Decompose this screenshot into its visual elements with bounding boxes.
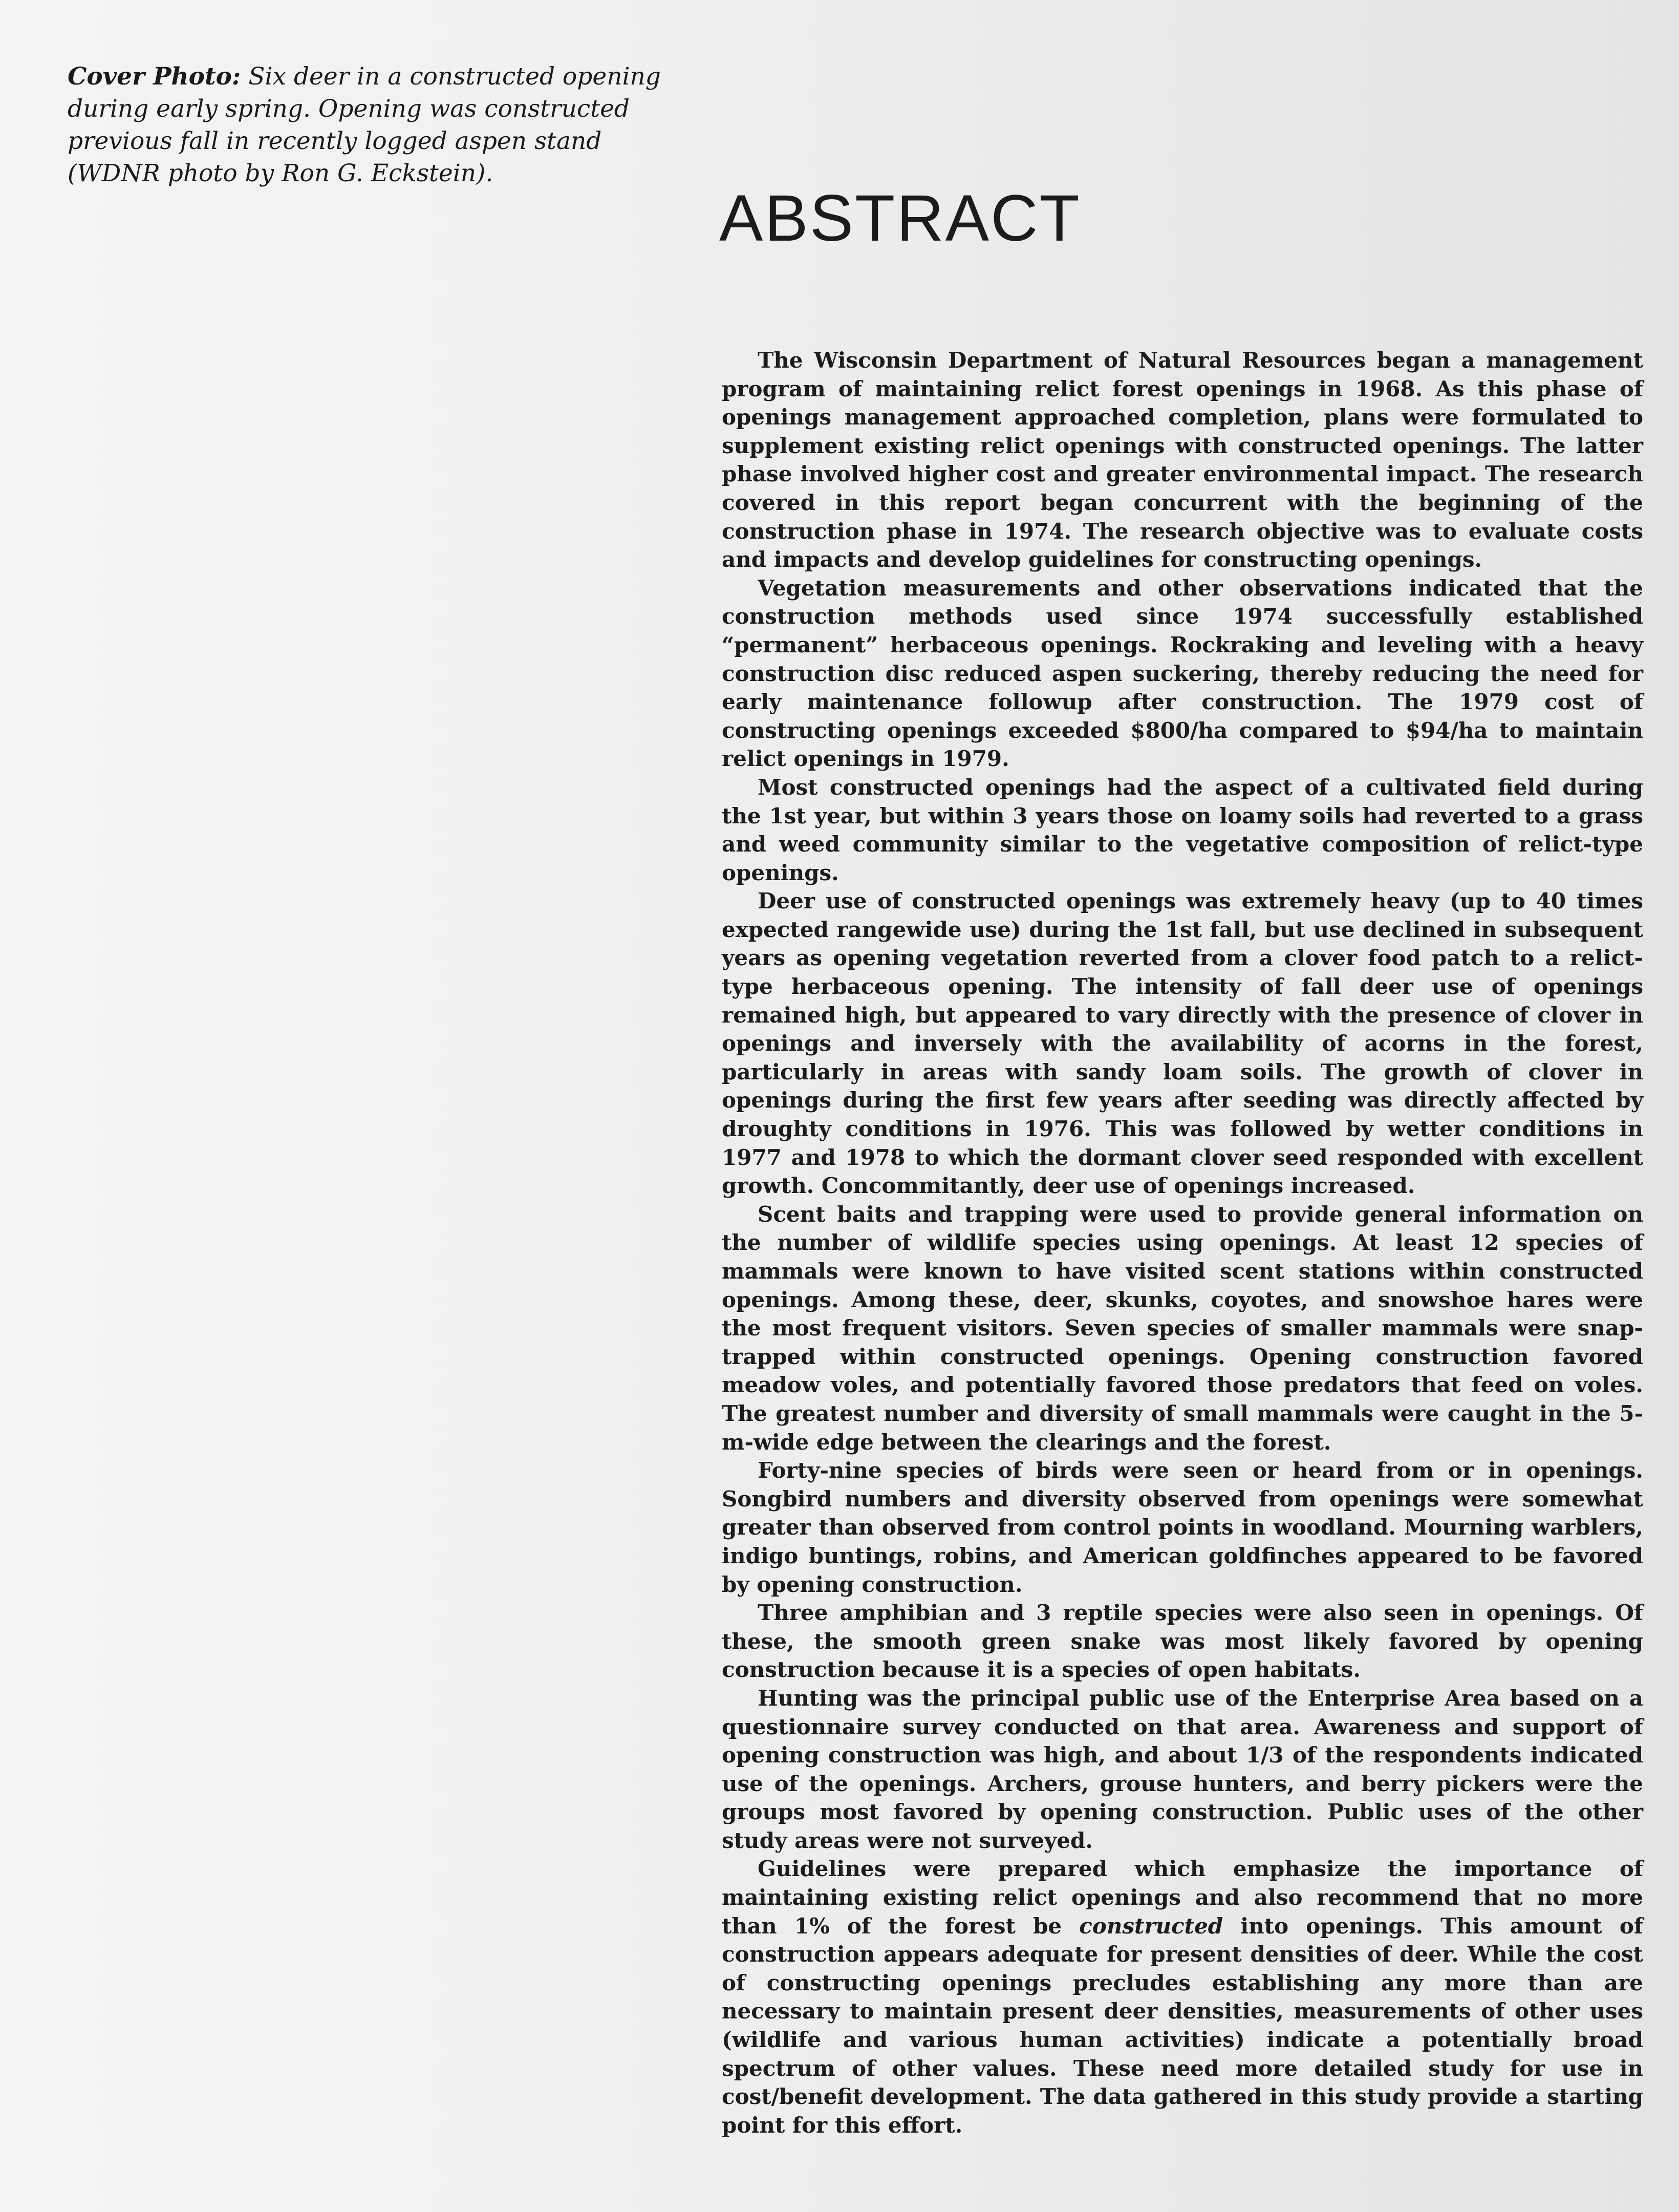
guidelines-text-end: into openings. This amount of construction appears adequate for present densities of deer. While the cost of constructing openings precludes establishing any more than are necessary to maintain present deer densities, measurements of other uses (wildlife and various human activities) indicate a potentially broad spectrum of other values. These need more detailed study for use in cost/benefit development. The data gathered in this study provide a starting point for this effort. <box>722 1913 1643 2138</box>
abstract-paragraph: Vegetation measurements and other observations indicated that the construction methods used since 1974 successfully established “permanent” herbaceous openings. Rockraking and leveling with a heavy construction disc reduced aspen suckering, thereby reducing the need for early maintenance followup after construction. The 1979 cost of constructing openings exceeded $800/ha compared to $94/ha to maintain relict openings in 1979. <box>722 575 1643 772</box>
guidelines-emphasis: constructed <box>1079 1913 1223 1939</box>
abstract-paragraph: Hunting was the principal public use of the Enterprise Area based on a questionnaire survey conducted on that area. Awareness and support of opening construction was high, and about 1/3 of the respondents indicated use of the openings. Archers, grouse hunters, and berry pickers were the groups most favored by opening construction. Public uses of the other study areas were not surveyed. <box>722 1685 1643 1853</box>
abstract-paragraph: Scent baits and trapping were used to provide general information on the number of wildlife species using openings. At least 12 species of mammals were known to have visited scent stations within constructed openings. Among these, deer, skunks, coyotes, and snowshoe hares were the most frequent visitors. Seven species of smaller mammals were snap-trapped within constructed openings. Opening construction favored meadow voles, and potentially favored those predators that feed on voles. The greatest number and diversity of small mammals were caught in the 5-m-wide edge between the clearings and the forest. <box>722 1201 1643 1455</box>
abstract-heading: ABSTRACT <box>719 182 1081 255</box>
abstract-paragraph: The Wisconsin Department of Natural Resources began a management program of maintaining relict forest openings in 1968. As this phase of openings management approached completion, plans were formulated to supplement existing relict openings with constructed openings. The latter phase involved higher cost and greater environmental impact. The research covered in this report began concurrent with the beginning of the construction phase in 1974. The research objective was to evaluate costs and impacts and develop guidelines for constructing openings. <box>722 348 1643 572</box>
abstract-paragraph: Three amphibian and 3 reptile species were also seen in openings. Of these, the smooth green snake was most likely favored by opening construction because it is a species of open habitats. <box>722 1600 1643 1683</box>
cover-photo-caption <box>68 60 661 189</box>
abstract-body <box>722 346 1643 2139</box>
abstract-paragraph: Most constructed openings had the aspect of a cultivated field during the 1st year, but within 3 years those on loamy soils had reverted to a grass and weed community similar to the vegetative composition of relict-type openings. <box>722 774 1643 885</box>
cover-photo-caption-text: Six deer in a constructed opening during early spring. Opening was constructed previous fall in recently logged aspen stand (WDNR photo by Ron G. Eckstein). <box>68 62 661 187</box>
cover-photo-caption-lead: Cover Photo: <box>68 62 241 91</box>
abstract-paragraph-guidelines <box>722 1855 1643 2139</box>
abstract-paragraph: Deer use of constructed openings was extremely heavy (up to 40 times expected rangewide use) during the 1st fall, but use declined in subsequent years as opening vegetation reverted from a clover food patch to a relict-type herbaceous opening. The intensity of fall deer use of openings remained high, but appeared to vary directly with the presence of clover in openings and inversely with the availability of acorns in the forest, particularly in areas with sandy loam soils. The growth of clover in openings during the first few years after seeding was directly affected by droughty conditions in 1976. This was followed by wetter conditions in 1977 and 1978 to which the dormant clover seed responded with excellent growth. Concommitantly, deer use of openings increased. <box>722 888 1643 1199</box>
abstract-paragraph: Forty-nine species of birds were seen or heard from or in openings. Songbird numbers and diversity observed from openings were somewhat greater than observed from control points in woodland. Mourning warblers, indigo buntings, robins, and American goldfinches appeared to be favored by opening construction. <box>722 1458 1643 1597</box>
guidelines-text-start: Guidelines were prepared which emphasize the importance of maintaining existing relict openings and also recommend that no more than 1% of the forest be <box>722 1856 1643 1939</box>
